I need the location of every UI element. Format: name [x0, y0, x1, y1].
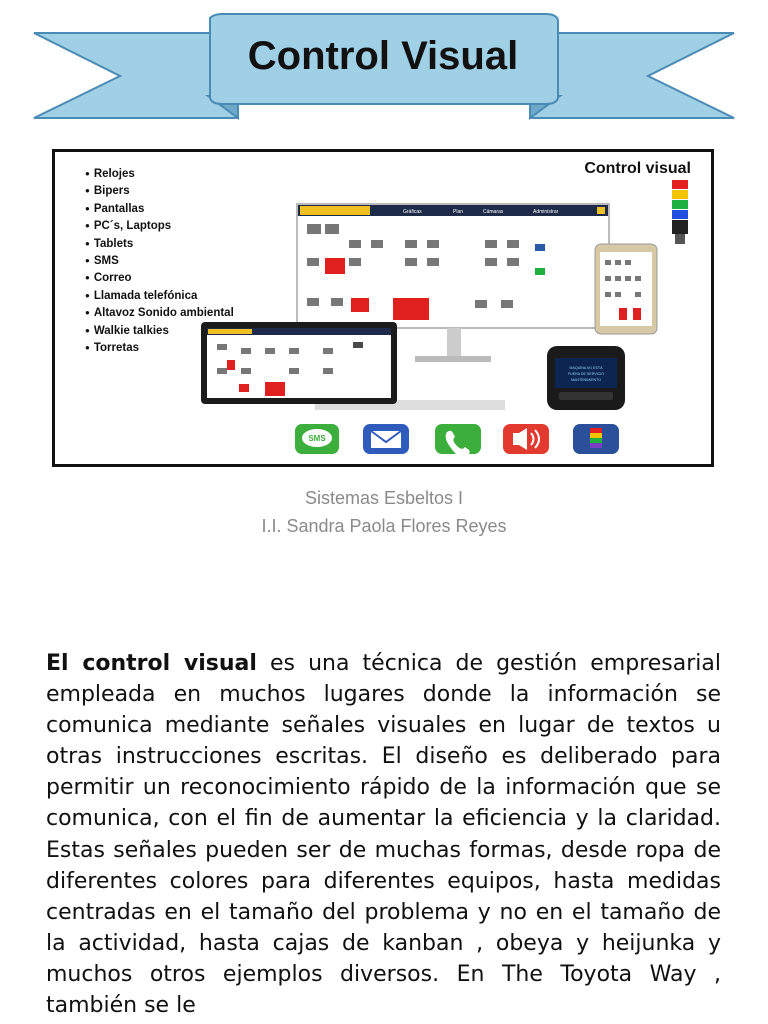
title-banner	[0, 0, 768, 130]
phone-device	[595, 244, 657, 334]
sms-icon	[295, 424, 339, 454]
speaker-icon	[503, 424, 549, 454]
list-item: ● Tablets	[85, 236, 234, 253]
body-paragraph	[46, 648, 721, 1021]
watch-text: MAQUINA M1 ESTÁ	[569, 366, 603, 370]
slide-caption	[0, 484, 768, 540]
devices-illustration	[55, 152, 711, 464]
svg-text:MANTENIMIENTO: MANTENIMIENTO	[570, 378, 602, 382]
list-item: ● Relojes	[85, 166, 234, 183]
list-item: ● Llamada telefónica	[85, 288, 234, 305]
list-item: ● Pantallas	[85, 201, 234, 218]
list-item: ● PC´s, Laptops	[85, 218, 234, 235]
figure-heading: Control visual	[584, 160, 691, 177]
email-icon	[363, 424, 409, 454]
smartwatch-device	[547, 346, 625, 410]
tower-light-icon	[573, 424, 619, 454]
lead-term: El control visual	[46, 651, 257, 676]
list-item: ● Walkie talkies	[85, 323, 234, 340]
monitor-tab: Plan	[453, 209, 464, 215]
list-item: ● Correo	[85, 270, 234, 287]
author-name: I.I. Sandra Paola Flores Reyes	[261, 516, 507, 536]
visual-control-figure	[52, 149, 714, 467]
list-item: ● SMS	[85, 253, 234, 270]
page-title: Control Visual	[247, 33, 519, 78]
phone-icon	[435, 424, 481, 457]
course-name: Sistemas Esbeltos I	[304, 488, 464, 508]
list-item: ● Bipers	[85, 183, 234, 200]
monitor-tab: Gráficas	[403, 209, 422, 215]
monitor-tab: Cámaras	[483, 209, 504, 215]
list-item: ● Torretas	[85, 340, 234, 357]
monitor-tab: Administrar	[533, 209, 559, 215]
laptop-device	[201, 322, 397, 404]
tower-light-graphic	[672, 180, 688, 244]
sms-label: SMS	[308, 434, 326, 443]
list-item: ● Altavoz Sonido ambiental	[85, 305, 234, 322]
svg-text:FUERA DE SERVICIO: FUERA DE SERVICIO	[567, 372, 605, 376]
paragraph-text: es una técnica de gestión empresarial empleada en muchos lugares donde la información se comunica mediante señales visuales en lugar de textos u otras instrucciones escritas. El diseño es deliberado para permitir un reconocimiento rápido de la información que se comunica, con el fin de aumentar la eficiencia y la claridad. Estas señales pueden ser de muchas formas, desde ropa de diferentes colores para diferentes equipos, hasta medidas centradas en el tamaño del problema y no en el tamaño de la actividad, hasta cajas de kanban , obeya y heijunka y muchos otros ejemplos diversos. En The Toyota Way , también se le	[46, 651, 721, 1019]
